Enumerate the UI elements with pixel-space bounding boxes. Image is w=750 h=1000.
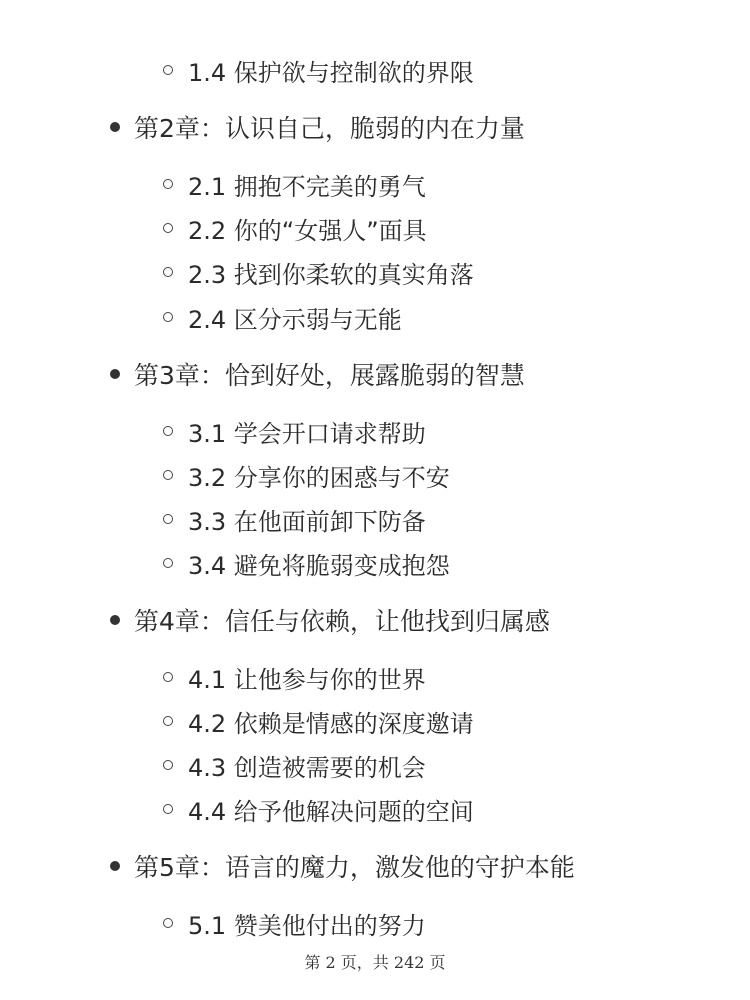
section-title: 2.3 找到你柔软的真实角落 [188,260,474,289]
section-title: 4.2 依赖是情感的深度邀请 [188,709,474,738]
circle-bullet-icon [163,558,173,568]
section-title: 2.2 你的“女强人”面具 [188,216,427,245]
section-title: 3.3 在他面前卸下防备 [188,507,426,536]
circle-bullet-icon [163,65,173,75]
circle-bullet-icon [163,426,173,436]
circle-bullet-icon [163,760,173,770]
circle-bullet-icon [163,470,173,480]
disc-bullet-icon [110,861,120,871]
circle-bullet-icon [163,804,173,814]
disc-bullet-icon [110,122,120,132]
disc-bullet-icon [110,615,120,625]
circle-bullet-icon [163,716,173,726]
section-title: 1.4 保护欲与控制欲的界限 [188,58,474,87]
circle-bullet-icon [163,672,173,682]
section-title: 5.1 赞美他付出的努力 [188,911,426,940]
page-number-footer: 第 2 页，共 242 页 [304,953,446,972]
circle-bullet-icon [163,918,173,928]
chapter-title: 第3章：恰到好处，展露脆弱的智慧 [134,361,525,390]
section-title: 2.4 区分示弱与无能 [188,305,402,334]
section-title: 3.1 学会开口请求帮助 [188,419,426,448]
circle-bullet-icon [163,179,173,189]
chapter-title: 第4章：信任与依赖，让他找到归属感 [134,607,550,636]
chapter-title: 第2章：认识自己，脆弱的内在力量 [134,114,525,143]
disc-bullet-icon [110,369,120,379]
chapter-title: 第5章：语言的魔力，激发他的守护本能 [134,853,575,882]
circle-bullet-icon [163,514,173,524]
section-title: 4.1 让他参与你的世界 [188,665,426,694]
section-title: 4.4 给予他解决问题的空间 [188,797,474,826]
section-title: 4.3 创造被需要的机会 [188,753,426,782]
circle-bullet-icon [163,267,173,277]
circle-bullet-icon [163,312,173,322]
section-title: 2.1 拥抱不完美的勇气 [188,172,426,201]
section-title: 3.4 避免将脆弱变成抱怨 [188,551,450,580]
circle-bullet-icon [163,223,173,233]
section-title: 3.2 分享你的困惑与不安 [188,463,450,492]
